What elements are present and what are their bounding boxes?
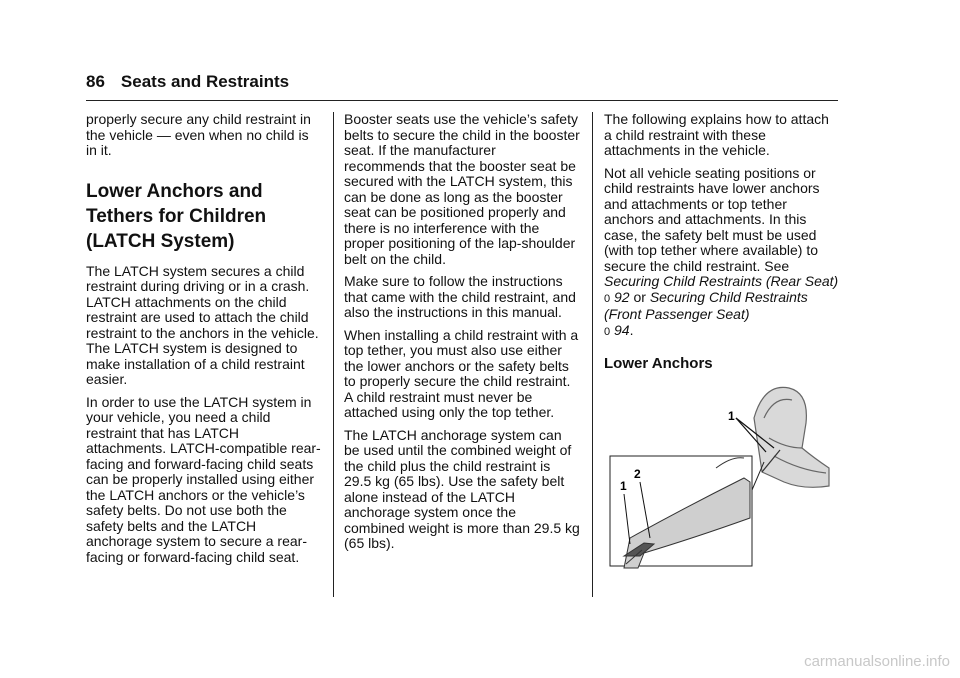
lower-anchors-illustration — [604, 378, 840, 574]
section-heading — [86, 179, 322, 254]
paragraph: Booster seats use the vehicle’s safety belts to secure the child in the booster seat. If the manufacturer recommends that the booster seat be secured with the LATCH system, this can be done as long as the booster seat can be positioned properly and there is no interference with the proper positioning of the lap-shoulder belt on the child. — [344, 111, 580, 267]
column-3 — [604, 112, 840, 372]
paragraph: The LATCH anchorage system can be used until the combined weight of the child plus the child restraint is 29.5 kg (65 lbs). Use the safety belt alone instead of the LATCH anchorage system once the combined weight is more than 29.5 kg (65 lbs). — [344, 426, 580, 551]
paragraph: The LATCH system secures a child restraint during driving or in a crash. LATCH attachments on the child restraint are used to attach the child restraint to the anchors in the vehicle. The LATCH system is designed to make installation of a child restraint easier. — [86, 262, 319, 387]
arrow-icon: 0 — [604, 292, 611, 305]
cross-reference-link[interactable]: Securing Child Restraints (Front Passenger Seat) — [604, 288, 808, 322]
callout-1-label: 1 — [728, 409, 735, 423]
seat-icon — [754, 387, 829, 487]
callout-2-label: 2 — [634, 467, 641, 481]
column-1 — [86, 112, 322, 572]
header-rule — [86, 100, 838, 101]
paragraph: Make sure to follow the instructions that came with the child restraint, and also the instructions in this manual. — [344, 273, 576, 320]
subheading: Lower Anchors — [604, 355, 713, 372]
page-number: 86 — [86, 72, 105, 91]
column-divider — [592, 112, 593, 597]
or-text: or — [633, 288, 646, 305]
column-2 — [344, 112, 580, 559]
page-title: Seats and Restraints — [120, 72, 290, 91]
cross-reference-link[interactable]: Securing Child Restraints (Rear Seat) — [604, 273, 839, 289]
heading-line: Tethers for Children — [86, 205, 267, 227]
page-reference[interactable]: 92 — [614, 288, 630, 305]
heading-line: Lower Anchors and — [86, 180, 263, 202]
arrow-icon: 0 — [604, 325, 611, 338]
intro-paragraph: properly secure any child restraint in the vehicle — even when no child is in it. — [86, 111, 311, 158]
column-divider — [333, 112, 334, 597]
paragraph-with-references: Not all vehicle seating positions or child restraints have lower anchors and attachments or top tether anchors and attachments. In this case, the safety belt must be used (with top tether where available) to secure the child restraint. See Securing Child Restraints (Rear Seat) 0 92 or Securing Child Restraints (Front Passenger Seat) 0 94. — [604, 164, 839, 338]
paragraph: The following explains how to attach a child restraint with these attachments in the vehicle. — [604, 111, 829, 158]
watermark: carmanualsonline.info — [804, 653, 950, 670]
page-reference[interactable]: 94 — [614, 321, 630, 338]
connector-line — [752, 462, 764, 490]
page-header — [86, 72, 289, 92]
paragraph-text: Not all vehicle seating positions or child restraints have lower anchors and attachments or top tether anchors and attachments. In this case, the safety belt must be used (with top tether where available) to secure the child restraint. See — [604, 164, 820, 274]
heading-line: (LATCH System) — [86, 230, 235, 252]
paragraph: When installing a child restraint with a top tether, you must also use either the lower anchors or the safety belts to properly secure the child restraint. A child restraint must never be attached using only the top tether. — [344, 326, 579, 420]
paragraph: In order to use the LATCH system in your vehicle, you need a child restraint that has LATCH attachments. LATCH-compatible rear-facing and forward-facing child seats can be properly installed using either the LATCH anchors or the vehicle’s safety belts. Do not use both the safety belts and the LATCH anchorage system to secure a rear-facing or forward-facing child seat. — [86, 393, 321, 565]
callout-1-label: 1 — [620, 479, 627, 493]
